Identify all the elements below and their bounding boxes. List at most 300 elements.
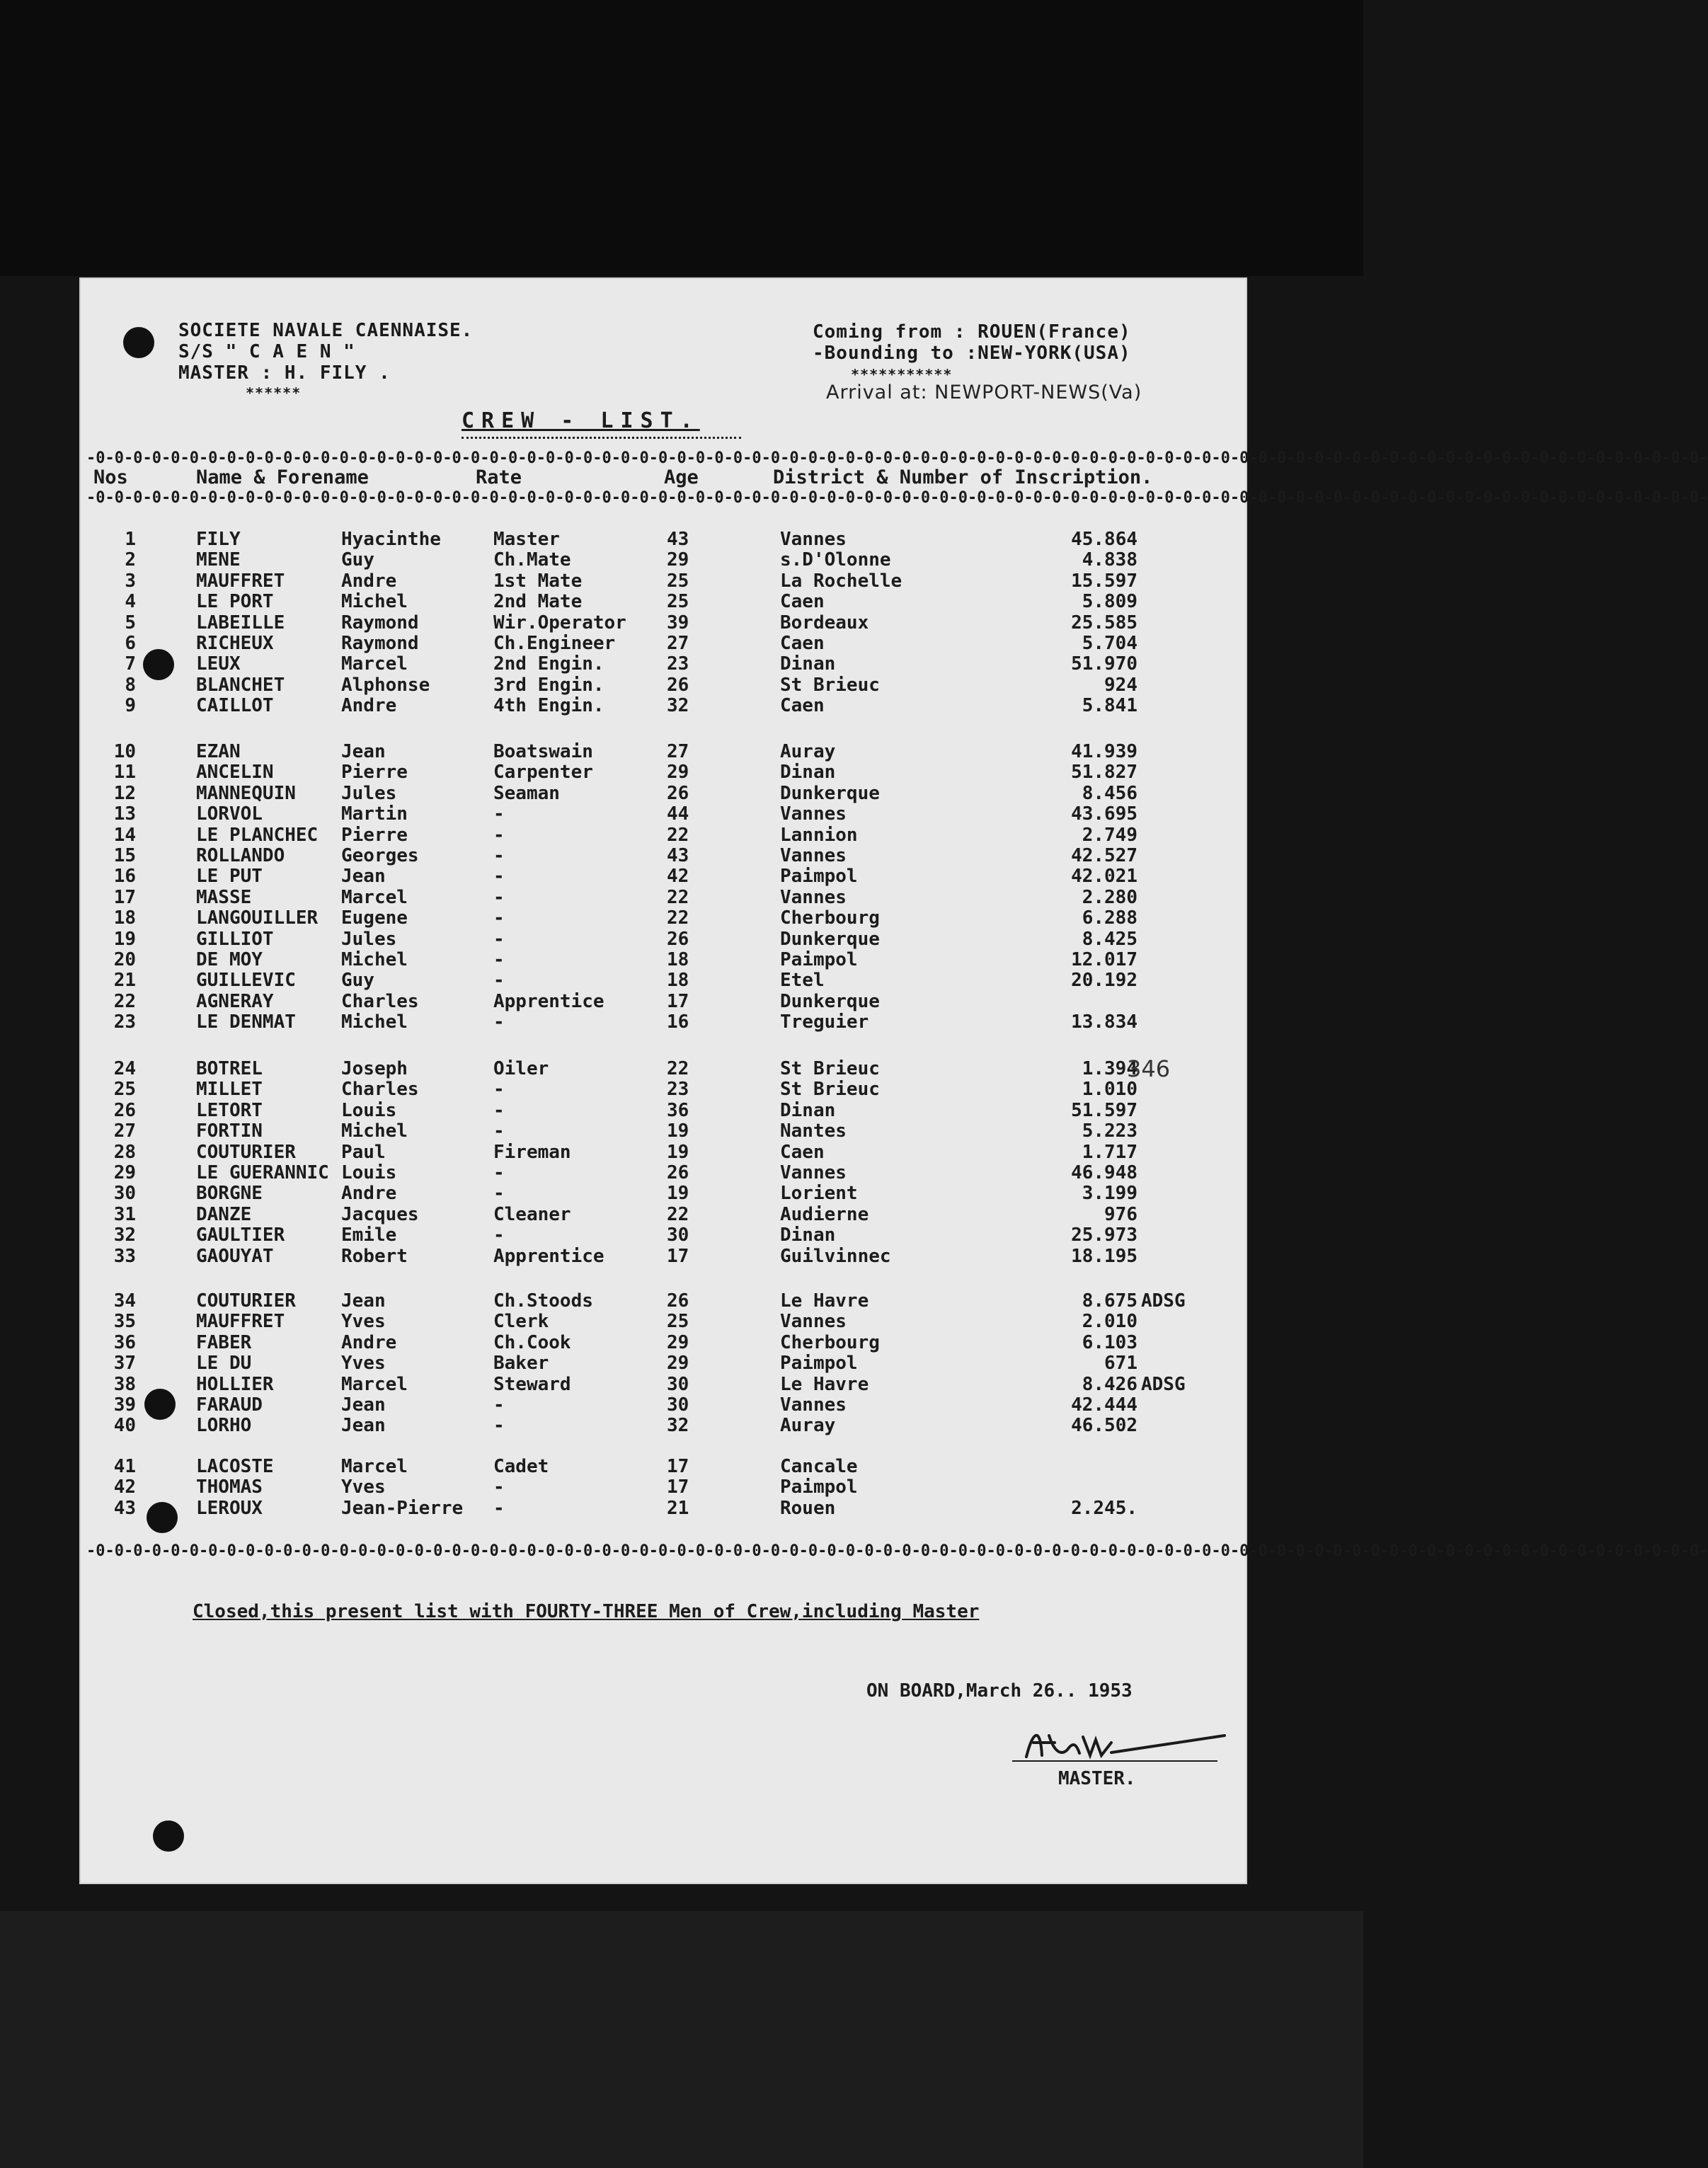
crew-inscription-number: 25.973 — [1071, 1224, 1137, 1246]
crew-rate: - — [493, 1394, 505, 1416]
crew-number: 23 — [113, 1011, 136, 1033]
crew-inscription-number: 51.597 — [1071, 1099, 1137, 1121]
crew-district: Dinan — [780, 1099, 836, 1121]
header-right-stars: *********** — [851, 366, 953, 383]
crew-number: 8 — [125, 674, 136, 696]
crew-forename: Paul — [341, 1141, 386, 1163]
crew-district: Paimpol — [780, 949, 858, 970]
crew-rate: 2nd Engin. — [493, 653, 604, 675]
crew-forename: Michel — [341, 1011, 408, 1033]
crew-district: Treguier — [780, 1011, 869, 1033]
crew-surname: LORVOL — [196, 803, 263, 825]
crew-number: 39 — [113, 1394, 136, 1416]
crew-forename: Pierre — [341, 824, 408, 846]
crew-inscription-number: 15.597 — [1071, 570, 1137, 592]
crew-age: 22 — [667, 907, 689, 929]
crew-surname: THOMAS — [196, 1476, 263, 1498]
crew-rate: - — [493, 886, 505, 908]
crew-age: 17 — [667, 1245, 689, 1267]
crew-district: La Rochelle — [780, 570, 902, 592]
crew-age: 27 — [667, 633, 689, 654]
crew-number: 16 — [113, 866, 136, 888]
crew-rate: Ch.Engineer — [493, 633, 616, 654]
crew-district: Paimpol — [780, 1476, 858, 1498]
crew-rate: - — [493, 928, 505, 950]
crew-number: 21 — [113, 970, 136, 992]
crew-district: Vannes — [780, 1162, 847, 1183]
crew-age: 25 — [667, 1311, 689, 1333]
crew-age: 22 — [667, 824, 689, 846]
crew-district: Auray — [780, 741, 836, 762]
crew-number: 24 — [113, 1058, 136, 1079]
crew-row — [79, 591, 1247, 612]
crew-inscription-number: 5.841 — [1082, 695, 1137, 717]
crew-district: Dinan — [780, 762, 836, 784]
crew-number: 36 — [113, 1331, 136, 1353]
crew-inscription-number: 2.280 — [1082, 886, 1137, 908]
crew-surname: ROLLANDO — [196, 845, 285, 866]
crew-row — [79, 1415, 1247, 1436]
crew-surname: GAOUYAT — [196, 1245, 274, 1267]
crew-row — [79, 991, 1247, 1012]
ship-name: S/S " C A E N " — [178, 341, 355, 362]
crew-rate: - — [493, 1224, 505, 1246]
crew-forename: Martin — [341, 803, 408, 825]
crew-inscription-number: 6.103 — [1082, 1331, 1137, 1353]
crew-inscription-number: 46.948 — [1071, 1162, 1137, 1183]
crew-number: 12 — [113, 782, 136, 804]
crew-number: 41 — [113, 1456, 136, 1477]
crew-number: 3 — [125, 570, 136, 592]
crew-forename: Pierre — [341, 762, 408, 784]
crew-district: Audierne — [780, 1203, 869, 1225]
crew-rate: Ch.Mate — [493, 549, 571, 571]
crew-district: Dunkerque — [780, 782, 880, 804]
crew-age: 26 — [667, 1162, 689, 1183]
crew-forename: Jules — [341, 928, 397, 950]
crew-rate: 3rd Engin. — [493, 674, 604, 696]
crew-row — [79, 1246, 1247, 1267]
crew-rate: Master — [493, 529, 560, 550]
crew-age: 17 — [667, 1476, 689, 1498]
crew-rate: - — [493, 1497, 505, 1519]
crew-note: ADSG — [1141, 1290, 1186, 1312]
crew-inscription-number: 43.695 — [1071, 803, 1137, 825]
crew-forename: Andre — [341, 695, 397, 717]
crew-district: Rouen — [780, 1497, 836, 1519]
crew-district: Lannion — [780, 824, 858, 846]
crew-inscription-number: 45.864 — [1071, 529, 1137, 550]
crew-district: St Brieuc — [780, 1079, 880, 1101]
crew-inscription-number: 2.749 — [1082, 824, 1137, 846]
crew-note: ADSG — [1141, 1373, 1186, 1395]
crew-surname: FORTIN — [196, 1120, 263, 1142]
crew-inscription-number: 51.827 — [1071, 762, 1137, 784]
crew-surname: LE DENMAT — [196, 1011, 296, 1033]
column-header-district: District & Number of Inscription. — [773, 466, 1153, 488]
crew-surname: COUTURIER — [196, 1141, 296, 1163]
crew-row — [79, 1079, 1247, 1100]
crew-row — [79, 1394, 1247, 1416]
crew-row — [79, 675, 1247, 696]
crew-forename: Andre — [341, 570, 397, 592]
crew-inscription-number: 5.809 — [1082, 591, 1137, 613]
crew-number: 22 — [113, 990, 136, 1012]
crew-number: 28 — [113, 1141, 136, 1163]
crew-surname: CAILLOT — [196, 695, 274, 717]
crew-inscription-number: 6.288 — [1082, 907, 1137, 929]
crew-rate: Clerk — [493, 1311, 549, 1333]
crew-number: 43 — [113, 1497, 136, 1519]
crew-district: Paimpol — [780, 1353, 858, 1375]
crew-row — [79, 1011, 1247, 1033]
crew-inscription-number: 671 — [1104, 1353, 1137, 1375]
crew-rate: - — [493, 1011, 505, 1033]
crew-number: 34 — [113, 1290, 136, 1312]
crew-district: Caen — [780, 591, 825, 613]
crew-surname: BLANCHET — [196, 674, 285, 696]
scan-background-top — [0, 0, 1363, 276]
crew-number: 4 — [125, 591, 136, 613]
title-underline — [462, 437, 741, 443]
crew-rate: 1st Mate — [493, 570, 583, 592]
crew-number: 9 — [125, 695, 136, 717]
crew-surname: LORHO — [196, 1415, 252, 1437]
crew-row — [79, 1100, 1247, 1121]
crew-row — [79, 970, 1247, 991]
crew-forename: Andre — [341, 1183, 397, 1205]
closing-statement: Closed,this present list with FOURTY-THREE Men of Crew,including Master — [193, 1601, 980, 1622]
crew-forename: Robert — [341, 1245, 408, 1267]
crew-rate: - — [493, 1099, 505, 1121]
crew-number: 40 — [113, 1415, 136, 1437]
crew-age: 23 — [667, 1079, 689, 1101]
crew-row — [79, 695, 1247, 716]
crew-row — [79, 825, 1247, 846]
crew-forename: Yves — [341, 1311, 386, 1333]
crew-rate: Ch.Cook — [493, 1331, 571, 1353]
crew-forename: Michel — [341, 591, 408, 613]
crew-row — [79, 1498, 1247, 1519]
separator-line: -0-0-0-0-0-0-0-0-0-0-0-0-0-0-0-0-0-0-0-0-0-0-0-0-0-0-0-0-0-0-0-0-0-0-0-0-0-0-0-0-0-0-0-0-0-0-0-0-0-0-0-0-0-0-0-0-0-0-0-0-0-0-0-0-0-0-0-0-0-0-0-0-0-0-0-0-0-0-0-0-0-0-0-0-0-0- — [86, 489, 1708, 507]
crew-surname: RICHEUX — [196, 633, 274, 654]
crew-rate: Baker — [493, 1353, 549, 1375]
crew-surname: GUILLEVIC — [196, 970, 296, 992]
crew-rate: Wir.Operator — [493, 612, 626, 633]
crew-forename: Guy — [341, 549, 374, 571]
crew-number: 19 — [113, 928, 136, 950]
crew-district: Vannes — [780, 1311, 847, 1333]
separator-line: -0-0-0-0-0-0-0-0-0-0-0-0-0-0-0-0-0-0-0-0-0-0-0-0-0-0-0-0-0-0-0-0-0-0-0-0-0-0-0-0-0-0-0-0-0-0-0-0-0-0-0-0-0-0-0-0-0-0-0-0-0-0-0-0-0-0-0-0-0-0-0-0-0-0-0-0-0-0-0-0-0-0-0-0-0-0- — [86, 1542, 1708, 1560]
crew-row — [79, 949, 1247, 970]
crew-number: 27 — [113, 1120, 136, 1142]
crew-district: s.D'Olonne — [780, 549, 891, 571]
crew-age: 29 — [667, 1353, 689, 1375]
crew-age: 26 — [667, 782, 689, 804]
crew-inscription-number: 1.717 — [1082, 1141, 1137, 1163]
crew-surname: GAULTIER — [196, 1224, 285, 1246]
crew-district: St Brieuc — [780, 674, 880, 696]
crew-inscription-number: 8.675 — [1082, 1290, 1137, 1312]
crew-surname: FARAUD — [196, 1394, 263, 1416]
crew-row — [79, 929, 1247, 950]
crew-age: 16 — [667, 1011, 689, 1033]
crew-inscription-number: 46.502 — [1071, 1415, 1137, 1437]
margin-note: 346 — [1127, 1055, 1171, 1082]
crew-row — [79, 1204, 1247, 1225]
crew-number: 42 — [113, 1476, 136, 1498]
crew-surname: AGNERAY — [196, 990, 274, 1012]
crew-forename: Hyacinthe — [341, 529, 441, 550]
crew-number: 18 — [113, 907, 136, 929]
crew-district: St Brieuc — [780, 1058, 880, 1079]
crew-surname: LEUX — [196, 653, 241, 675]
crew-rate: Boatswain — [493, 741, 593, 762]
crew-inscription-number: 41.939 — [1071, 741, 1137, 762]
crew-row — [79, 1332, 1247, 1353]
crew-rate: 4th Engin. — [493, 695, 604, 717]
crew-district: Caen — [780, 1141, 825, 1163]
crew-forename: Joseph — [341, 1058, 408, 1079]
crew-row — [79, 1142, 1247, 1163]
crew-age: 42 — [667, 866, 689, 888]
column-header-age: Age — [664, 466, 699, 488]
crew-age: 18 — [667, 970, 689, 992]
crew-surname: COUTURIER — [196, 1290, 296, 1312]
crew-row — [79, 1183, 1247, 1204]
crew-district: Vannes — [780, 886, 847, 908]
crew-rate: Cleaner — [493, 1203, 571, 1225]
crew-row — [79, 907, 1247, 929]
crew-inscription-number: 13.834 — [1071, 1011, 1137, 1033]
document-title: CREW - LIST. — [462, 408, 700, 433]
crew-row — [79, 1224, 1247, 1246]
crew-age: 44 — [667, 803, 689, 825]
crew-inscription-number: 42.527 — [1071, 845, 1137, 866]
crew-rate: Oiler — [493, 1058, 549, 1079]
crew-number: 13 — [113, 803, 136, 825]
crew-rate: - — [493, 803, 505, 825]
crew-number: 38 — [113, 1373, 136, 1395]
crew-row — [79, 529, 1247, 550]
crew-rate: Cadet — [493, 1456, 549, 1477]
column-header-rate: Rate — [476, 466, 522, 488]
crew-age: 22 — [667, 886, 689, 908]
crew-rate: Seaman — [493, 782, 560, 804]
company-name: SOCIETE NAVALE CAENNAISE. — [178, 320, 474, 341]
crew-age: 26 — [667, 674, 689, 696]
crew-surname: LANGOUILLER — [196, 907, 319, 929]
crew-row — [79, 612, 1247, 633]
crew-row — [79, 1120, 1247, 1142]
crew-age: 18 — [667, 949, 689, 970]
crew-number: 29 — [113, 1162, 136, 1183]
crew-rate: - — [493, 1415, 505, 1437]
crew-forename: Marcel — [341, 886, 408, 908]
crew-rate: - — [493, 907, 505, 929]
crew-rate: Ch.Stoods — [493, 1290, 593, 1312]
crew-surname: HOLLIER — [196, 1373, 274, 1395]
crew-forename: Michel — [341, 1120, 408, 1142]
crew-row — [79, 653, 1247, 675]
crew-inscription-number: 5.223 — [1082, 1120, 1137, 1142]
on-board-date: ON BOARD,March 26.. 1953 — [866, 1680, 1133, 1702]
crew-surname: LETORT — [196, 1099, 263, 1121]
crew-number: 11 — [113, 762, 136, 784]
crew-forename: Jean — [341, 741, 386, 762]
crew-inscription-number: 2.245. — [1071, 1497, 1137, 1519]
crew-forename: Yves — [341, 1353, 386, 1375]
crew-district: Bordeaux — [780, 612, 869, 633]
crew-age: 23 — [667, 653, 689, 675]
crew-surname: LACOSTE — [196, 1456, 274, 1477]
crew-forename: Raymond — [341, 612, 419, 633]
crew-inscription-number: 976 — [1104, 1203, 1137, 1225]
crew-age: 17 — [667, 990, 689, 1012]
crew-district: Cherbourg — [780, 907, 880, 929]
crew-district: Lorient — [780, 1183, 858, 1205]
crew-forename: Eugene — [341, 907, 408, 929]
crew-number: 17 — [113, 886, 136, 908]
crew-surname: LE GUERANNIC — [196, 1162, 329, 1183]
column-header-no: Nos — [93, 466, 128, 488]
crew-inscription-number: 4.838 — [1082, 549, 1137, 571]
crew-inscription-number: 3.199 — [1082, 1183, 1137, 1205]
crew-number: 32 — [113, 1224, 136, 1246]
crew-forename: Marcel — [341, 1456, 408, 1477]
crew-age: 19 — [667, 1183, 689, 1205]
crew-age: 43 — [667, 529, 689, 550]
crew-district: Etel — [780, 970, 825, 992]
crew-age: 19 — [667, 1120, 689, 1142]
crew-row — [79, 741, 1247, 762]
crew-inscription-number: 51.970 — [1071, 653, 1137, 675]
crew-surname: DANZE — [196, 1203, 252, 1225]
crew-surname: BORGNE — [196, 1183, 263, 1205]
crew-inscription-number: 2.010 — [1082, 1311, 1137, 1333]
crew-inscription-number: 1.010 — [1082, 1079, 1137, 1101]
master-signature — [1012, 1721, 1225, 1771]
crew-rate: - — [493, 824, 505, 846]
crew-forename: Marcel — [341, 1373, 408, 1395]
crew-surname: DE MOY — [196, 949, 263, 970]
crew-row — [79, 783, 1247, 804]
crew-district: Vannes — [780, 529, 847, 550]
crew-forename: Alphonse — [341, 674, 430, 696]
crew-number: 35 — [113, 1311, 136, 1333]
crew-surname: MENE — [196, 549, 241, 571]
crew-surname: GILLIOT — [196, 928, 274, 950]
crew-age: 36 — [667, 1099, 689, 1121]
crew-district: Dunkerque — [780, 990, 880, 1012]
crew-rate: - — [493, 949, 505, 970]
crew-age: 30 — [667, 1224, 689, 1246]
crew-rate: - — [493, 1476, 505, 1498]
bounding-to: -Bounding to :NEW-YORK(USA) — [813, 343, 1131, 364]
crew-surname: LABEILLE — [196, 612, 285, 633]
crew-inscription-number: 18.195 — [1071, 1245, 1137, 1267]
crew-inscription-number: 5.704 — [1082, 633, 1137, 654]
crew-inscription-number: 8.456 — [1082, 782, 1137, 804]
crew-row — [79, 866, 1247, 887]
crew-row — [79, 1353, 1247, 1374]
crew-inscription-number: 8.426 — [1082, 1373, 1137, 1395]
crew-age: 27 — [667, 741, 689, 762]
crew-forename: Louis — [341, 1162, 397, 1183]
crew-forename: Andre — [341, 1331, 397, 1353]
crew-row — [79, 762, 1247, 783]
crew-row — [79, 1290, 1247, 1312]
crew-row — [79, 887, 1247, 908]
crew-rate: - — [493, 1183, 505, 1205]
crew-number: 33 — [113, 1245, 136, 1267]
crew-rate: - — [493, 1079, 505, 1101]
crew-row — [79, 633, 1247, 654]
crew-inscription-number: 1.394 — [1082, 1058, 1137, 1079]
crew-surname: FILY — [196, 529, 241, 550]
crew-number: 5 — [125, 612, 136, 633]
crew-row — [79, 845, 1247, 866]
crew-age: 22 — [667, 1203, 689, 1225]
crew-age: 26 — [667, 1290, 689, 1312]
crew-age: 19 — [667, 1141, 689, 1163]
crew-forename: Jean — [341, 1290, 386, 1312]
crew-row — [79, 1162, 1247, 1183]
separator-line: -0-0-0-0-0-0-0-0-0-0-0-0-0-0-0-0-0-0-0-0-0-0-0-0-0-0-0-0-0-0-0-0-0-0-0-0-0-0-0-0-0-0-0-0-0-0-0-0-0-0-0-0-0-0-0-0-0-0-0-0-0-0-0-0-0-0-0-0-0-0-0-0-0-0-0-0-0-0-0-0-0-0-0-0-0-0- — [86, 449, 1708, 467]
crew-number: 31 — [113, 1203, 136, 1225]
crew-surname: LE PUT — [196, 866, 263, 888]
crew-rate: - — [493, 845, 505, 866]
crew-age: 26 — [667, 928, 689, 950]
crew-age: 25 — [667, 591, 689, 613]
crew-rate: 2nd Mate — [493, 591, 583, 613]
crew-district: Le Havre — [780, 1373, 869, 1395]
crew-district: Paimpol — [780, 866, 858, 888]
header-left-stars: ****** — [246, 384, 302, 401]
crew-age: 32 — [667, 695, 689, 717]
crew-age: 30 — [667, 1394, 689, 1416]
crew-forename: Guy — [341, 970, 374, 992]
crew-inscription-number: 42.021 — [1071, 866, 1137, 888]
crew-forename: Jean-Pierre — [341, 1497, 464, 1519]
crew-row — [79, 570, 1247, 592]
crew-inscription-number: 20.192 — [1071, 970, 1137, 992]
crew-inscription-number: 12.017 — [1071, 949, 1137, 970]
crew-age: 29 — [667, 549, 689, 571]
crew-row — [79, 803, 1247, 825]
punch-hole — [153, 1820, 184, 1852]
crew-district: Dinan — [780, 1224, 836, 1246]
crew-forename: Jean — [341, 1394, 386, 1416]
crew-forename: Jean — [341, 1415, 386, 1437]
crew-forename: Emile — [341, 1224, 397, 1246]
crew-number: 2 — [125, 549, 136, 571]
crew-forename: Marcel — [341, 653, 408, 675]
crew-forename: Charles — [341, 990, 419, 1012]
crew-forename: Jules — [341, 782, 397, 804]
crew-number: 30 — [113, 1183, 136, 1205]
crew-age: 32 — [667, 1415, 689, 1437]
crew-inscription-number: 8.425 — [1082, 928, 1137, 950]
crew-forename: Raymond — [341, 633, 419, 654]
signature-label: MASTER. — [1058, 1768, 1136, 1789]
crew-district: Dinan — [780, 653, 836, 675]
crew-rate: Apprentice — [493, 1245, 604, 1267]
crew-age: 25 — [667, 570, 689, 592]
crew-age: 22 — [667, 1058, 689, 1079]
master-name: MASTER : H. FILY . — [178, 362, 391, 384]
crew-inscription-number: 25.585 — [1071, 612, 1137, 633]
